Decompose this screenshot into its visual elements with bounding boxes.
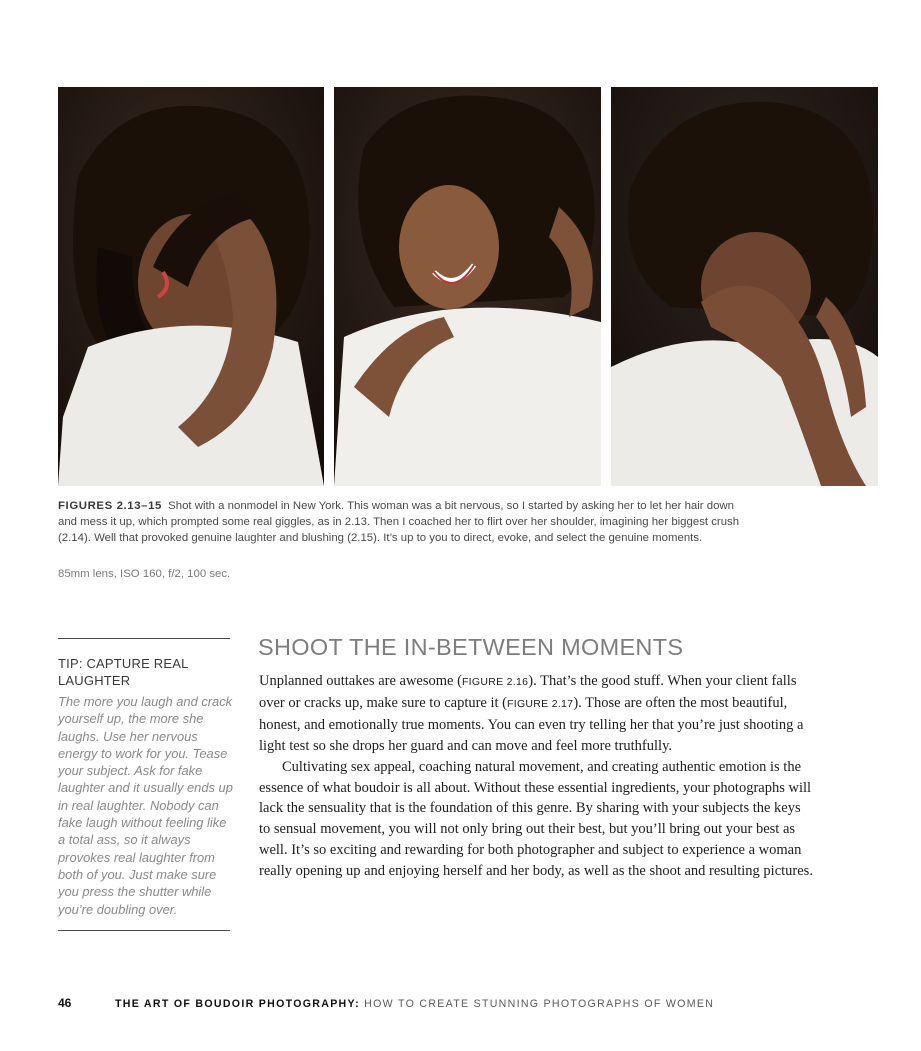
page-number: 46 [58,996,72,1010]
tip-title: TIP: CAPTURE REAL LAUGHTER [58,656,189,688]
photo-smiling-over-shoulder [334,87,601,486]
photo-figure-2-13 [58,87,324,486]
photo-figure-2-15 [611,87,878,486]
photo-blushing-hand-over-mouth [611,87,878,486]
caption-label: FIGURES 2.13–15 [58,500,162,512]
caption-text: Shot with a nonmodel in New York. This woman was a bit nervous, so I started by asking her to let her hair down and mess it up, which prompted some real giggles, as in 2.13. Then I coached her to flirt over her shoulder, imagining her biggest crush (2.14). Well that provoked genuine laughter and blushing (2.15). It’s up to you to direct, evoke, and select the genuine moments. [58,500,740,545]
paragraph-1 [259,671,815,757]
section-body [259,671,815,882]
figure-caption [58,498,748,547]
p1-part-b: ). That’s the good stuff. When your client falls over or cracks up, make sure to capture it ( [259,673,797,711]
book-subtitle: HOW TO CREATE STUNNING PHOTOGRAPHS OF WOMEN [359,998,715,1010]
tip-top-rule [58,638,230,639]
figure-2-17-reference: FIGURE 2.17 [507,697,574,710]
tip-bottom-rule [58,930,230,931]
p1-part-a: Unplanned outtakes are awesome ( [259,673,462,689]
tip-body: The more you laugh and crack yourself up, the more she laughs. Use her nervous energy to work for you. Tease your subject. Ask for fake laughter and it usually ends up in real laughter. Nobody can fake laugh without feeling like a total ass, so it always provokes real laughter from both of you. Just make sure you press the shutter while you’re doubling over. [58,694,233,917]
p1-part-c: ). Those are often the most beautiful, honest, and emotionally true moments. You can even try telling her that you’re just shooting a light test so she drops her guard and can move and feel more truthfully. [259,694,804,754]
lens-settings: 85mm lens, ISO 160, f/2, 100 sec. [58,568,231,580]
book-title: THE ART OF BOUDOIR PHOTOGRAPHY: [115,998,360,1010]
paragraph-2: Cultivating sex appeal, coaching natural movement, and creating authentic emotion is the essence of what boudoir is all about. Without these essential ingredients, your photographs will lack the sensuality that is the foundation of this genre. By sharing with your subjects the keys to sensual movement, you will not only bring out their best, but you’ll bring out your best as well. It’s so exciting and rewarding for both photographer and subject to experience a woman really opening up and enjoying herself and her body, as well as the shoot and resulting pictures. [259,758,813,880]
section-heading: SHOOT THE IN-BETWEEN MOMENTS [258,634,684,660]
photo-laughing-hand-in-hair [58,87,324,486]
figure-2-16-reference: FIGURE 2.16 [461,676,529,688]
page-footer [58,996,858,1010]
photo-figure-2-14 [334,87,601,486]
